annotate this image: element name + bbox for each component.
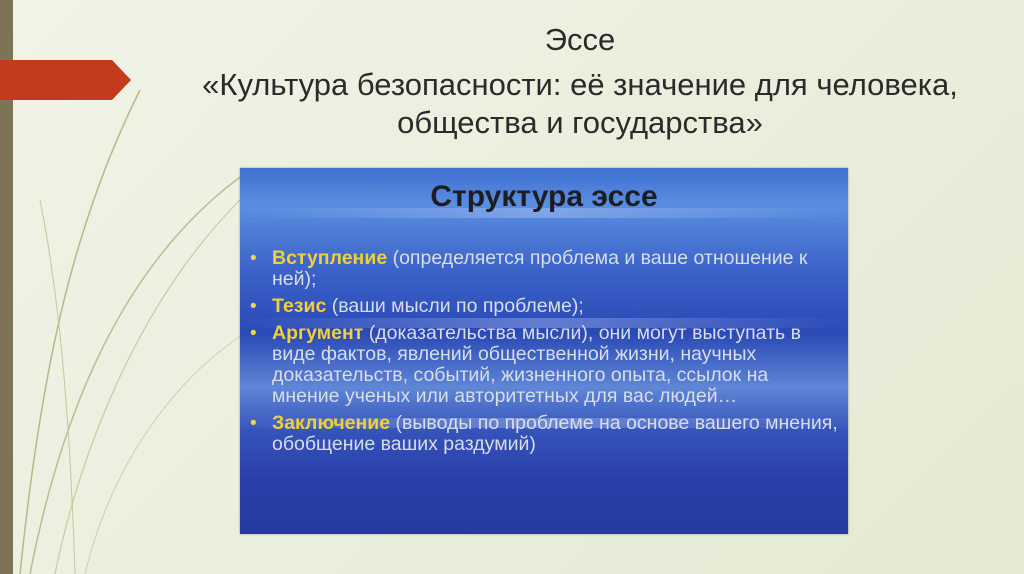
list-item xyxy=(250,413,840,455)
bullet-icon: • xyxy=(250,413,257,434)
panel-heading: Структура эссе xyxy=(430,180,658,213)
bullet-icon: • xyxy=(250,323,257,344)
structure-panel xyxy=(240,168,848,534)
accent-arrow-tab xyxy=(0,60,131,100)
item-term: Тезис xyxy=(272,295,327,317)
structure-list xyxy=(250,248,840,461)
item-term: Аргумент xyxy=(272,322,364,344)
item-term: Заключение xyxy=(272,412,391,434)
bullet-icon: • xyxy=(250,248,257,269)
slide-title: «Культура безопасности: её значение для человека, общества и государства» xyxy=(202,67,958,140)
list-item xyxy=(250,296,840,317)
item-text: (ваши мысли по проблеме); xyxy=(326,295,584,317)
item-text: (доказательства мысли), они могут выступать в виде фактов, явлений общественной жизни, научных доказательств, событий, жизненного опыта, ссылок на мнение ученых или авторитетных для вас людей… xyxy=(272,322,801,407)
slide-subtitle: Эссе xyxy=(544,22,616,57)
bullet-icon: • xyxy=(250,296,257,317)
item-term: Вступление xyxy=(272,247,388,269)
list-item xyxy=(250,323,840,407)
title-block xyxy=(150,18,1010,142)
list-item xyxy=(250,248,840,290)
item-text: (определяется проблема и ваше отношение к ней); xyxy=(272,247,808,290)
item-text: (выводы по проблеме на основе вашего мнения, обобщение ваших раздумий) xyxy=(272,412,838,455)
